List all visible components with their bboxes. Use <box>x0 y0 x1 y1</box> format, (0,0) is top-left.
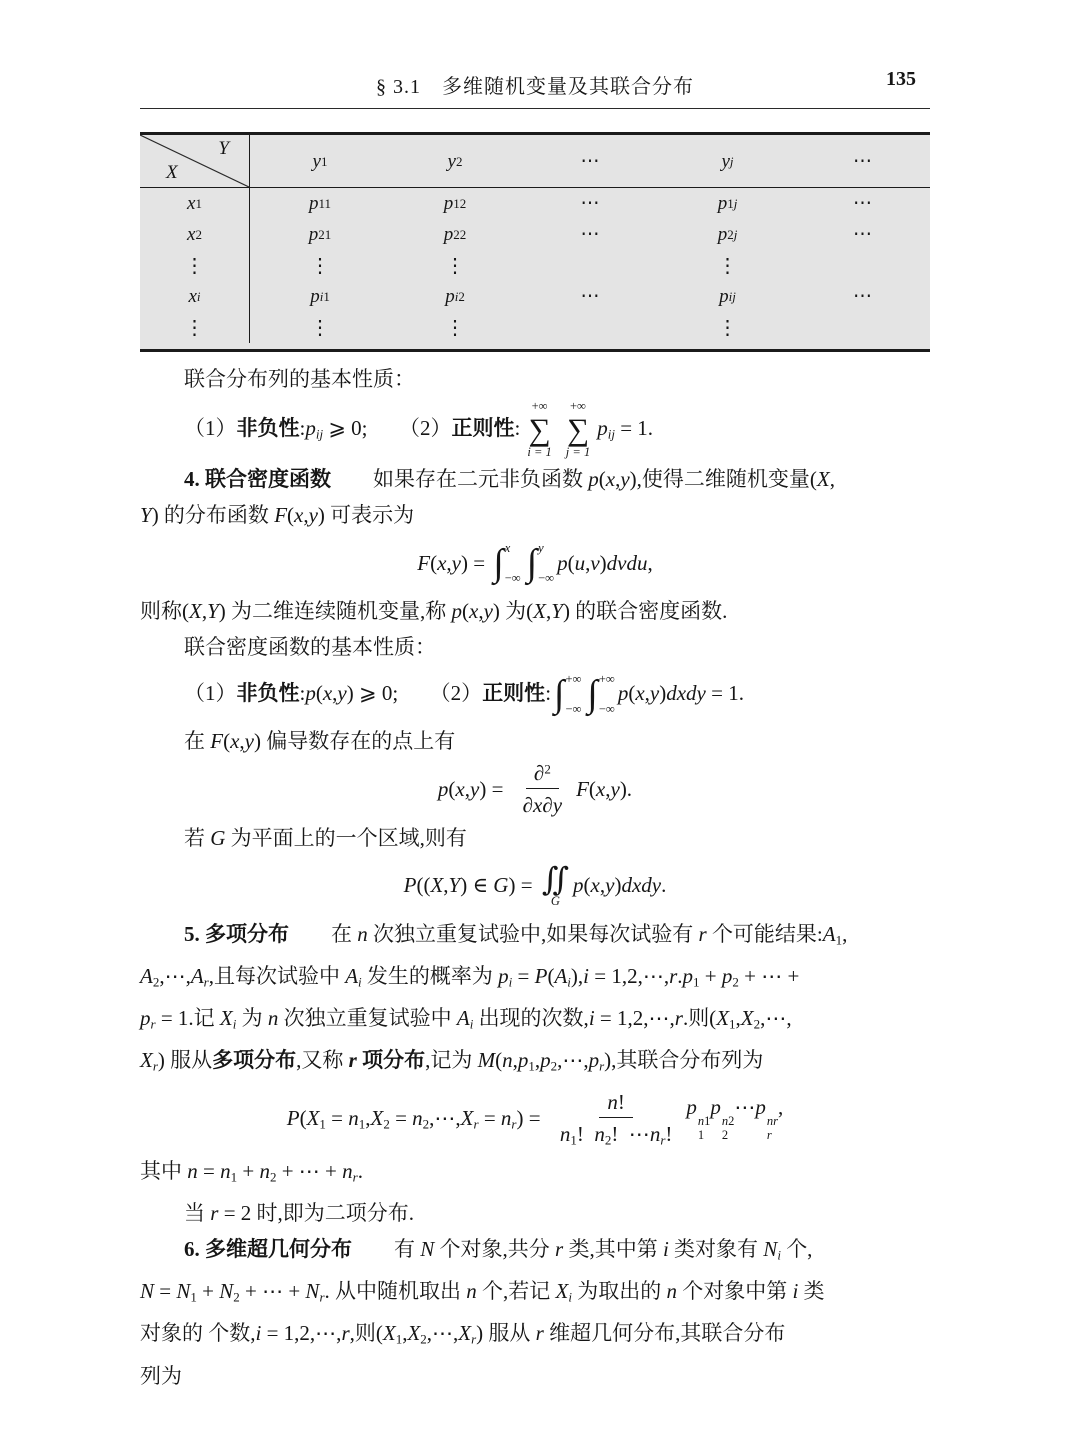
table-cell: ⋮ <box>717 316 738 339</box>
table-cell: ⋮ <box>310 316 330 339</box>
double-integral: ∬ G <box>541 861 570 909</box>
integral-dy: ∫ +∞ −∞ <box>587 672 615 716</box>
table-col-header: ⋯ <box>520 135 660 188</box>
fraction: $\frac{\partial^2}{\partial x\partial y}$ <box>522 761 563 818</box>
section-title: § 3.1 多维随机变量及其联合分布 <box>376 76 694 98</box>
table-cell <box>520 250 660 281</box>
table-cell: ⋮ <box>445 254 465 277</box>
table-cell: ⋮ <box>310 254 330 277</box>
table-cell: ⋮ <box>717 254 738 277</box>
text-line: 4. 联合密度函数 如果存在二元非负函数 p(x,y),使得二维随机变量(X, <box>184 467 835 491</box>
text-line: 联合分布列的基本性质： <box>184 367 415 391</box>
integral-sign: ∫ <box>587 673 598 715</box>
table-cell: p ij <box>719 286 736 307</box>
text-line: 5. 多项分布 在 n 次独立重复试验中,如果每次试验有 r 个可能结果$:A_1$, <box>184 921 848 947</box>
table-cell <box>520 312 660 343</box>
table-col-header: y j <box>660 135 795 188</box>
text-line: 对象的 个数,i = 1,2,⋯,r,则$(X_1,X_2,\cdots,X_r)$ 服从 r 维超几何分布,其联合分布 <box>140 1321 786 1347</box>
table-row-header: ⋮ <box>140 250 250 281</box>
integral-sign: ∫ <box>526 542 538 584</box>
text-line: 在 F(x,y) 偏导数存在的点上有 <box>184 729 456 753</box>
property-1: （1）非负性$:p_{ij}$ ⩾ 0; <box>184 416 368 442</box>
property-2-label: （2）正则性: <box>398 681 552 706</box>
text-line: 联合密度函数的基本性质： <box>184 635 436 659</box>
double-sum-j: +∞ ∑ j = 1 <box>565 398 591 459</box>
table-col-header: ⋯ <box>795 135 930 188</box>
table-cell <box>795 312 930 343</box>
property-1: （1）非负性:p(x,y) ⩾ 0; <box>184 681 399 706</box>
table-cell: p 12 <box>443 193 467 214</box>
table-cell: ⋯ <box>853 224 872 245</box>
table-cell: p 1j <box>717 193 738 214</box>
corner-label-x: X <box>166 162 178 183</box>
formula-region-probability: P((X,Y) ∈ G) = ∬ G p(x,y)dxdy. <box>403 861 667 909</box>
table-corner-cell <box>140 135 250 188</box>
integral-y: ∫ y −∞ <box>526 541 555 585</box>
corner-label-y: Y <box>218 138 229 159</box>
table-cell: ⋯ <box>580 286 600 307</box>
properties-line-distribution: （1）非负性$:p_{ij}$ ⩾ 0; （2）正则性: +∞ ∑ i = 1 +∞ ∑ j = 1 $p_{ij} = 1$. <box>184 398 654 459</box>
table-cell: p i1 <box>310 286 330 307</box>
table-cell: ⋯ <box>580 193 600 214</box>
table-row-header: x i <box>140 281 250 312</box>
text-line: $p_r = 1$.记 $X_i$ 为 n 次独立重复试验中 $A_i$ 出现的次数,i = 1,2,⋯,r.则($X_1,X_2,\cdots$, <box>140 1006 792 1032</box>
integral-x: ∫ x −∞ <box>493 541 521 585</box>
text-line: 若 G 为平面上的一个区域,则有 <box>184 825 467 850</box>
page-number: 135 <box>886 68 916 90</box>
table-cell: ⋯ <box>853 286 872 307</box>
formula-joint-cdf: F(x,y) = ∫ x −∞ ∫ y −∞ p(u,v)dvdu, <box>417 541 653 585</box>
page-header <box>140 0 930 109</box>
sigma-operator: ∑ <box>528 411 551 447</box>
double-integral-sign: ∬ <box>541 861 570 898</box>
text-line: $X_r$) 服从多项分布,又称 r 项分布,记为 $M(n,p_1,p_2,\cdots,p_r)$,其联合分布列为 <box>140 1048 764 1074</box>
text-line: Y) 的分布函数 F(x,y) 可表示为 <box>140 503 415 527</box>
diagonal-line <box>140 135 249 187</box>
integral-sign: ∫ <box>493 542 504 584</box>
table-row-header: ⋮ <box>140 312 250 343</box>
sigma-operator: ∑ <box>566 411 590 447</box>
text-line: 列为 <box>140 1363 182 1388</box>
properties-line-density: （1）非负性:p(x,y) ⩾ 0; （2）正则性: ∫ +∞ −∞ ∫ +∞ −∞ p(x,y)dxdy = 1. <box>184 672 744 716</box>
fraction: $\frac{n!}{n_1! n_2! \cdots n_r!}$ <box>559 1090 673 1148</box>
text-line: 当 r = 2 时,即为二项分布. <box>184 1200 415 1225</box>
table-cell: p i2 <box>445 286 465 307</box>
text-line: 其中 $n = n_1 + n_2$ + ⋯ + $n_r$. <box>140 1158 363 1184</box>
table-cell: ⋯ <box>580 224 600 245</box>
text-line: 则称(X,Y) 为二维连续随机变量,称 p(x,y) 为(X,Y) 的联合密度函数. <box>140 599 728 623</box>
text-line: $A_2,\cdots,A_r$,且每次试验中 $A_i$ 发生的概率为 $p_i = P(A_i),i$ = $1,2,\cdots,r.p_1 + p_2$ + ⋯ + <box>140 963 800 990</box>
table-col-header: y 2 <box>390 135 520 188</box>
table-row-header: x 2 <box>140 219 250 250</box>
table-cell <box>795 250 930 281</box>
formula-density-partial: p(x,y) = $\frac{\partial^2}{\partial x\partial y}$ F(x,y). <box>140 759 930 820</box>
text-line: $N = N_1 + N_2$ + ⋯ + $N_r$. 从中随机取出 n 个,若记 $X_i$ 为取出的 n 个对象中第 i 类 <box>140 1279 825 1305</box>
header-rule <box>140 108 930 109</box>
table-cell: ⋮ <box>445 316 465 339</box>
integral-sign: ∫ <box>554 673 565 715</box>
table-col-header: y 1 <box>250 135 390 188</box>
table-cell: p 21 <box>308 224 332 245</box>
table-cell: p 2j <box>717 224 738 245</box>
property-2-label: （2）正则性: <box>367 416 521 441</box>
double-sum-i: +∞ ∑ i = 1 <box>527 398 552 459</box>
table-row-header: x 1 <box>140 188 250 219</box>
table-cell: p 22 <box>443 224 467 245</box>
integral-dx: ∫ +∞ −∞ <box>554 672 582 716</box>
table-cell: ⋯ <box>853 193 872 214</box>
table-cell: p 11 <box>308 193 332 214</box>
text-line: 6. 多维超几何分布 有 N 个对象,共分 r 类,其中第 i 类对象有 $N_i$ 个, <box>184 1236 813 1263</box>
joint-distribution-table <box>140 132 930 352</box>
formula-multinomial: $P(X_1 = n_1,X_2$ = $n_2,\cdots,X_r = n_r$) = $\frac{n!}{n_1! n_2! \cdots n_r!}$ p n1 1 p n2 2 ⋯p nr r , <box>286 1090 784 1148</box>
